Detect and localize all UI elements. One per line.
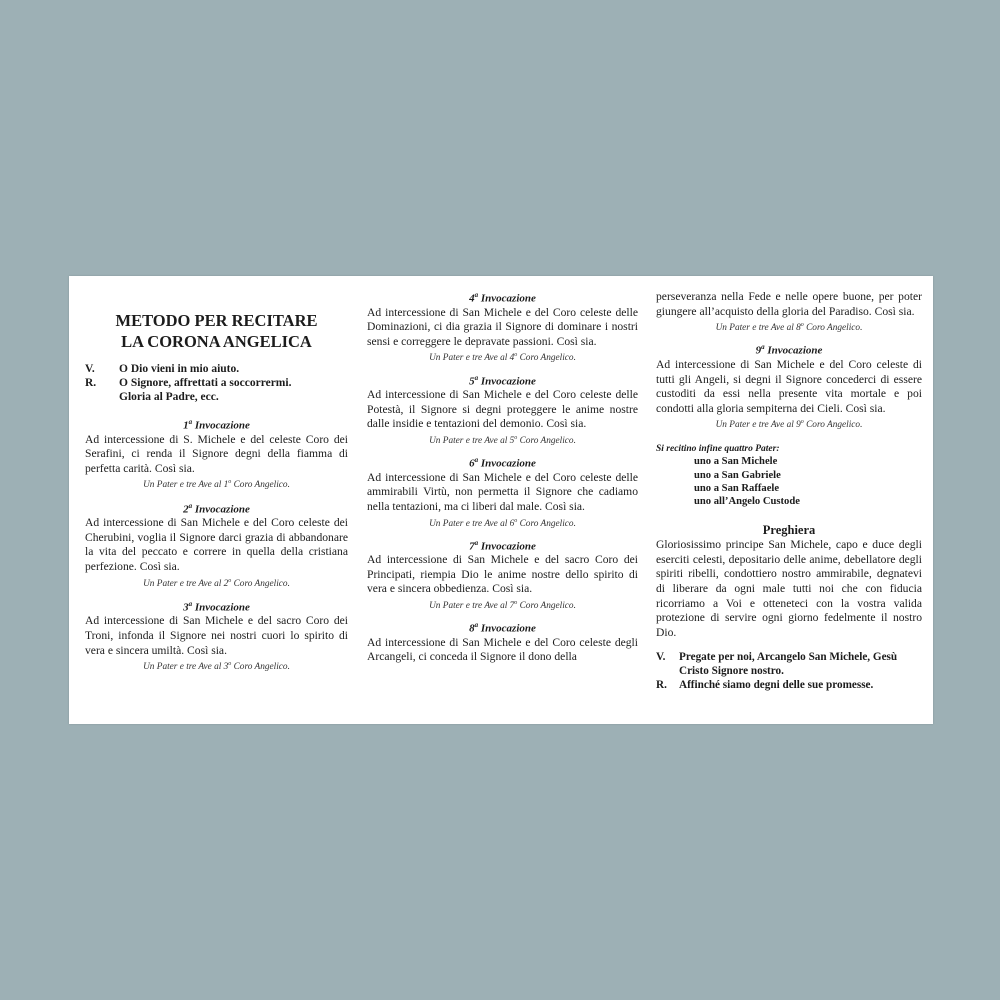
invocation-heading: 3$^a$ Invocazione (183, 599, 250, 614)
invocation-text: Ad intercessione di San Michele e del Coro celeste degli Arcangeli, ci conceda il Signore il dono della (367, 635, 638, 664)
opening-versicles (85, 362, 348, 404)
invocation-9 (656, 341, 922, 431)
pater-item: uno a San Gabriele (694, 469, 781, 481)
invocation-text: Ad intercessione di San Michele e del Coro celeste delle ammirabili Virtù, non permetta il Signore che cadiamo nella tentazioni, ma ci liberi dal male. Così sia. (367, 470, 638, 513)
invocation-note: Un Pater e tre Ave al 1$^o$ Coro Angelico. (143, 479, 290, 491)
pater-intro: Si recitino infine quattro Pater: (656, 444, 780, 455)
invocation-heading: 5$^a$ Invocazione (469, 373, 536, 388)
prayer-card (69, 276, 933, 724)
column-3 (656, 290, 922, 692)
response-label: R. (656, 679, 667, 692)
invocation-note: Un Pater e tre Ave al 4$^o$ Coro Angelico. (429, 352, 576, 364)
invocation-note: Un Pater e tre Ave al 6$^o$ Coro Angelico. (429, 517, 576, 529)
invocation-text: Ad intercessione di San Michele e del Coro celeste dei Cherubini, voglia il Signore darci grazia di abbandonare la vita del peccato e correre in quella della cristiana perfezione. Così sia. (85, 516, 348, 573)
title-line-1: METODO PER RECITARE (115, 311, 318, 330)
invocation-note: Un Pater e tre Ave al 3$^o$ Coro Angelico. (143, 661, 290, 673)
invocation-text-continued: perseveranza nella Fede e nelle opere buone, per poter giungere all’acquisto della gloria del Paradiso. Così sia. (656, 290, 922, 318)
invocation-text: Ad intercessione di San Michele e del sacro Coro dei Principati, riempia Dio le anime nostre dello spirito di vera e sincera obbedienza. Così sia. (367, 553, 638, 596)
preghiera-section (656, 522, 922, 640)
response-label: R. (85, 377, 97, 389)
closing-v (656, 650, 922, 678)
invocation-heading: 9$^a$ Invocazione (755, 343, 823, 357)
invocation-3 (85, 598, 348, 674)
invocation-note: Un Pater e tre Ave al 7$^o$ Coro Angelico. (429, 600, 576, 612)
invocation-note: Un Pater e tre Ave al 2$^o$ Coro Angelico. (143, 577, 290, 589)
pater-item: uno all’Angelo Custode (694, 496, 800, 508)
invocation-note: Un Pater e tre Ave al 9$^o$ Coro Angelico. (715, 419, 863, 431)
invocation-text: Ad intercessione di San Michele e del sacro Coro dei Troni, infonda il Signore nei nostri cuori lo spirito di vera e sincera umiltà. Così sia. (85, 614, 348, 657)
invocation-8 (367, 619, 638, 665)
response-text: O Signore, affrettati a soccorrermi. (119, 377, 292, 389)
invocation-heading: 6$^a$ Invocazione (469, 456, 536, 470)
invocation-7 (367, 537, 638, 613)
title-line-2: LA CORONA ANGELICA (121, 332, 312, 351)
pater-item: uno a San Michele (694, 456, 778, 468)
versicle-text: Pregate per noi, Arcangelo San Michele, Gesù Cristo Signore nostro. (679, 651, 898, 678)
invocation-heading: 4$^a$ Invocazione (469, 291, 536, 305)
pater-list (656, 455, 922, 508)
opening-gloria (85, 390, 348, 404)
invocation-heading: 1$^a$ Invocazione (183, 418, 250, 432)
opening-v (85, 362, 348, 376)
document-title (85, 310, 348, 352)
preghiera-text: Gloriosissimo principe San Michele, capo e duce degli eserciti celesti, depositario delle anime, debellatore degli spiriti ribelli, condottiero nostro ammirabile, degnatevi di liberare da ogni male tutti noi che con fiducia ricorriamo a Voi e otteneteci con la vostra valida protezione di servire ogni giorno fedelmente il nostro Dio. (656, 538, 922, 639)
gloria-text: Gloria al Padre, ecc. (119, 391, 219, 403)
preghiera-title: Preghiera (762, 523, 816, 538)
column-1 (85, 310, 348, 673)
invocation-text: Ad intercessione di San Michele e del Coro celeste di tutti gli Angeli, si degni il Signore concederci di essere custoditi da essi nella presente vita mortale e poi condotti alla gloria sempiterna dei Cieli. Così sia. (656, 357, 922, 415)
closing-versicles (656, 650, 922, 692)
invocation-text: Ad intercessione di S. Michele e del celeste Coro dei Serafini, ci renda il Signore degni della fiamma di perfetta carità. Così sia. (85, 432, 348, 475)
invocation-text: Ad intercessione di San Michele e del Coro celeste delle Dominazioni, ci dia grazia il Signore di dominare i nostri sensi e correggere le depravate passioni. Così sia. (367, 305, 638, 348)
invocation-4 (367, 289, 638, 365)
versicle-label: V. (85, 363, 95, 375)
opening-r (85, 376, 348, 390)
pater-item: uno a San Raffaele (694, 482, 780, 494)
invocation-8-continued (656, 290, 922, 334)
invocation-2 (85, 500, 348, 590)
pater-section (656, 443, 922, 508)
invocation-1 (85, 416, 348, 492)
invocation-6 (367, 454, 638, 530)
invocation-note: Un Pater e tre Ave al 8$^o$ Coro Angelico. (715, 322, 863, 334)
response-text: Affinché siamo degni delle sue promesse. (679, 679, 874, 692)
invocation-heading: 8$^a$ Invocazione (469, 621, 536, 635)
column-2 (367, 289, 638, 665)
invocation-5 (367, 372, 638, 448)
closing-r (656, 678, 922, 692)
invocation-note: Un Pater e tre Ave al 5$^o$ Coro Angelico. (429, 434, 576, 447)
invocation-text: Ad intercessione di San Michele e del Coro celeste delle Potestà, il Signore si degni proteggere le anime nostre dalle insidie e tentazioni del demonio. Così sia. (367, 388, 638, 431)
versicle-label: V. (656, 651, 666, 664)
versicle-text: O Dio vieni in mio aiuto. (119, 363, 240, 375)
invocation-heading: 2$^a$ Invocazione (183, 501, 250, 516)
invocation-heading: 7$^a$ Invocazione (469, 538, 536, 553)
